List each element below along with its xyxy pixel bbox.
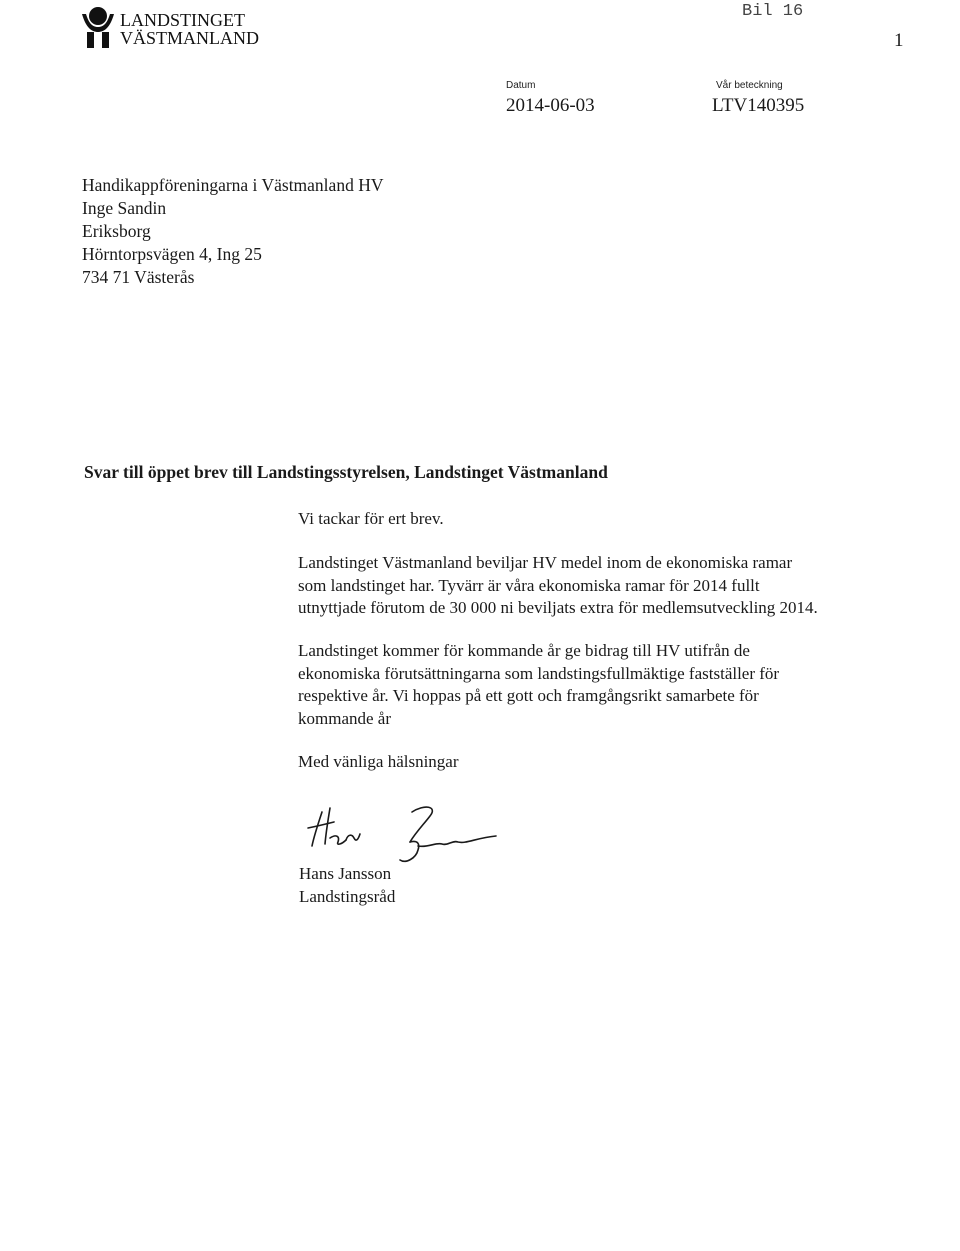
page-number: 1 xyxy=(894,30,904,51)
letter-paragraph-2 xyxy=(298,640,779,730)
attachment-mark: Bil 16 xyxy=(742,2,804,21)
paragraph-line: respektive år. Vi hoppas på ett gott och framgångsrikt samarbete för xyxy=(298,686,759,705)
paragraph-line: kommande år xyxy=(298,708,391,728)
recipient-address xyxy=(82,174,383,289)
paragraph-line: ekonomiska förutsättningarna som landstingsfullmäktige fastställer för xyxy=(298,663,780,683)
address-line: Handikappföreningarna i Västmanland HV xyxy=(82,175,384,195)
letter-greeting: Vi tackar för ert brev. xyxy=(298,509,444,528)
letter-subject: Svar till öppet brev till Landstingsstyrelsen, Landstinget Västmanland xyxy=(84,462,608,482)
signatory-block xyxy=(299,862,395,908)
landstinget-figure-icon xyxy=(80,6,116,48)
signatory-title: Landstingsråd xyxy=(299,887,396,906)
paragraph-line: utnyttjade förutom de 30 000 ni beviljats extra för medlemsutveckling 2014. xyxy=(298,598,818,617)
address-line: 734 71 Västerås xyxy=(82,267,195,287)
paragraph-line: Landstinget Västmanland beviljar HV medel inom de ekonomiska ramar xyxy=(298,553,793,572)
address-line: Eriksborg xyxy=(82,221,151,241)
letter-closing: Med vänliga hälsningar xyxy=(298,752,459,771)
reference-label: Vår beteckning xyxy=(716,80,783,91)
organization-logo xyxy=(80,4,270,48)
handwritten-signature xyxy=(300,798,510,868)
date-label: Datum xyxy=(506,80,536,91)
logo-text-line1: LANDSTINGET xyxy=(120,10,245,30)
address-line: Hörntorpsvägen 4, Ing 25 xyxy=(82,244,262,264)
reference-value: LTV140395 xyxy=(712,95,805,116)
letter-paragraph-1 xyxy=(298,552,818,620)
paragraph-line: som landstinget har. Tyvärr är våra ekonomiska ramar för 2014 fullt xyxy=(298,575,760,595)
paragraph-line: Landstinget kommer för kommande år ge bidrag till HV utifrån de xyxy=(298,641,750,660)
address-line: Inge Sandin xyxy=(82,198,167,218)
logo-text-line2: VÄSTMANLAND xyxy=(120,28,259,48)
signatory-name: Hans Jansson xyxy=(299,864,392,883)
date-value: 2014-06-03 xyxy=(506,95,595,116)
